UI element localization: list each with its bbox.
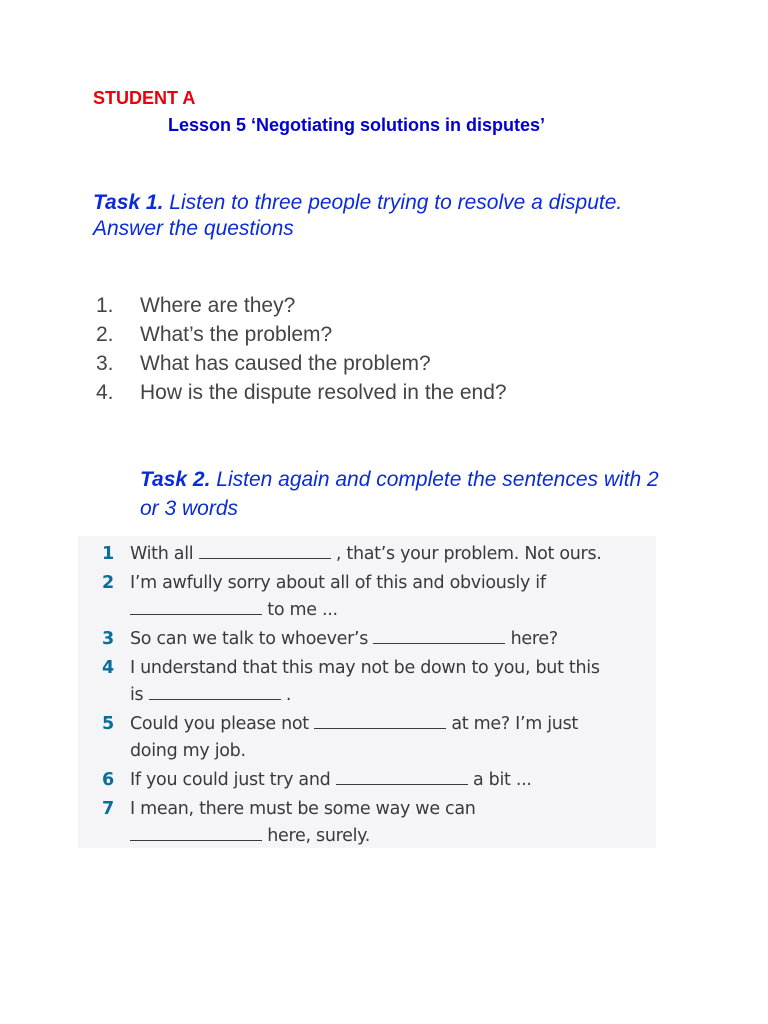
- answer-blank[interactable]: [130, 826, 262, 841]
- student-label: STUDENT A: [93, 88, 196, 108]
- question-text: How is the dispute resolved in the end?: [140, 381, 507, 404]
- sentence-completion-box: [78, 536, 656, 848]
- task2-instruction: [140, 465, 680, 523]
- answer-blank[interactable]: [130, 600, 262, 615]
- sentence-text: I mean, there must be some way we can: [130, 799, 476, 819]
- sentence-text: [130, 685, 291, 705]
- sentence-part: to me ...: [262, 600, 338, 620]
- question-number: 1.: [96, 294, 114, 317]
- question-number: 3.: [96, 352, 114, 375]
- question-text: What has caused the problem?: [140, 352, 431, 375]
- sentence-text: [130, 600, 338, 620]
- task2-text: Listen again and complete the sentences with 2 or 3 words: [140, 468, 659, 520]
- sentence-text: doing my job.: [130, 741, 246, 761]
- sentence-part: is: [130, 685, 149, 705]
- lesson-title: Lesson 5 ‘Negotiating solutions in disputes’: [168, 115, 546, 135]
- sentence-part: .: [280, 685, 292, 705]
- list-item: [96, 378, 507, 407]
- sentence-number: 5: [102, 714, 114, 734]
- sentence-text: I understand that this may not be down to you, but this: [130, 658, 600, 678]
- task2-label: Task 2.: [140, 468, 211, 491]
- sentence-part: here, surely.: [262, 826, 370, 846]
- sentence-text: [130, 714, 578, 734]
- sentence-number: 1: [102, 544, 114, 564]
- answer-blank[interactable]: [336, 770, 468, 785]
- sentence-number: 2: [102, 573, 114, 593]
- list-item: [96, 320, 507, 349]
- sentence-number: 3: [102, 629, 114, 649]
- sentence-text: [130, 826, 370, 846]
- sentence-text: I’m awfully sorry about all of this and obviously if: [130, 573, 546, 593]
- answer-blank[interactable]: [373, 629, 505, 644]
- list-item: [96, 349, 507, 378]
- sentence-part: here?: [505, 629, 558, 649]
- sentence-part: Could you please not: [130, 714, 315, 734]
- sentence-text: [130, 629, 558, 649]
- sentence-part: , that’s your problem. Not ours.: [330, 544, 602, 564]
- sentence-text: [130, 544, 602, 564]
- answer-blank[interactable]: [149, 685, 281, 700]
- sentence-number: 6: [102, 770, 114, 790]
- sentence-part: at me? I’m just: [446, 714, 578, 734]
- sentence-text: [130, 770, 532, 790]
- sentence-part: So can we talk to whoever’s: [130, 629, 374, 649]
- answer-blank[interactable]: [314, 714, 446, 729]
- answer-blank[interactable]: [199, 544, 331, 559]
- task1-text: Listen to three people trying to resolve a dispute. Answer the questions: [93, 191, 623, 240]
- sentence-part: With all: [130, 544, 199, 564]
- sentence-part: If you could just try and: [130, 770, 336, 790]
- question-text: What’s the problem?: [140, 323, 333, 346]
- question-number: 4.: [96, 381, 114, 404]
- sentence-number: 7: [102, 799, 114, 819]
- sentence-part: a bit ...: [467, 770, 532, 790]
- task1-label: Task 1.: [93, 191, 164, 214]
- question-number: 2.: [96, 323, 114, 346]
- sentence-number: 4: [102, 658, 114, 678]
- question-text: Where are they?: [140, 294, 296, 317]
- list-item: [96, 291, 507, 320]
- question-list: [96, 291, 507, 407]
- task1-instruction: [93, 190, 653, 242]
